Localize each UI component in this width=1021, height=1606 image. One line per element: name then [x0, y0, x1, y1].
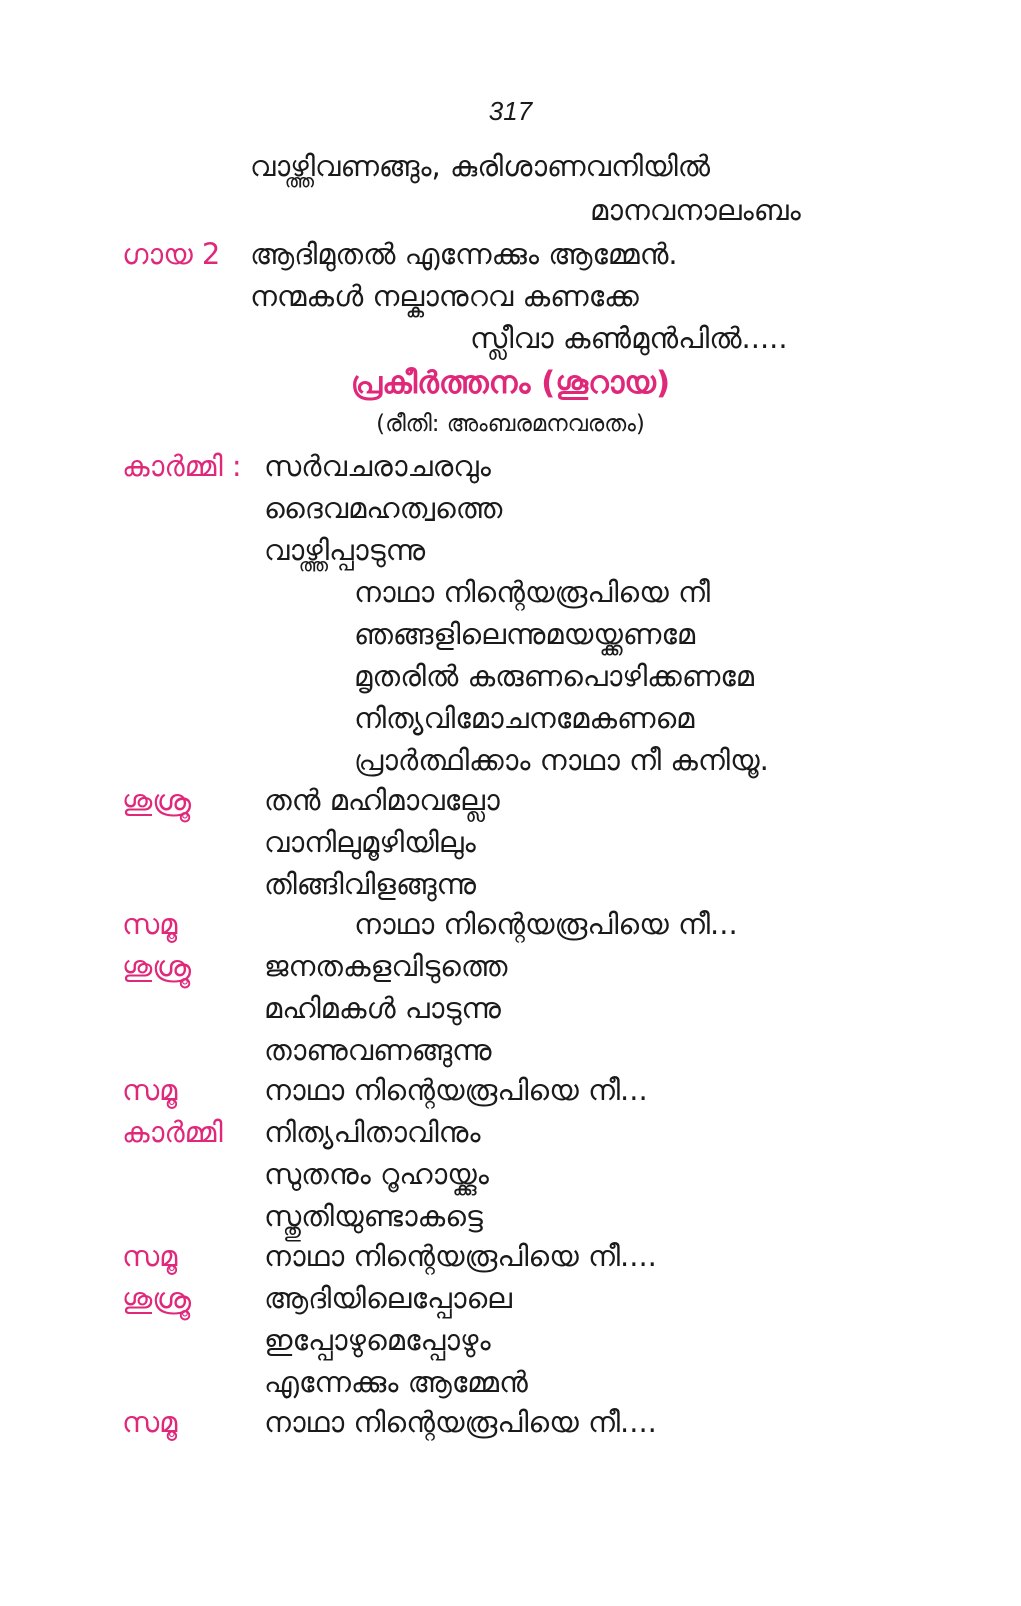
verse-line: എന്നേക്കും ആമ്മേൻ — [264, 1365, 528, 1399]
page-number: 317 — [488, 96, 533, 126]
intro-line-3: ആദിമുതൽ എന്നേക്കും ആമ്മേൻ. — [250, 237, 678, 271]
verse-line: ദൈവമഹത്വത്തെ — [264, 491, 503, 525]
speaker-label: സമൂ — [122, 1073, 178, 1107]
speaker-label: കാർമ്മി — [122, 1115, 223, 1149]
verse-line: ഇപ്പോഴുമെപ്പോഴും — [264, 1323, 491, 1357]
speaker-label: ശുശ്രൂ — [122, 783, 192, 817]
refrain-line: മൃതരിൽ കരുണപൊഴിക്കണമേ — [354, 659, 754, 693]
intro-line-2: മാനവനാലംബം — [590, 193, 801, 227]
verse-line: ജനതകളവിടുത്തെ — [264, 949, 508, 983]
intro-line-4: നന്മകൾ നല്കാനുറവ കണക്കേ — [250, 279, 639, 313]
verse-line: താണുവണങ്ങുന്നു — [264, 1033, 492, 1067]
verse-line: സർവചരാചരവും — [264, 449, 491, 483]
refrain-line: ഞങ്ങളിലെന്നുമയയ്ക്കണമേ — [354, 617, 696, 651]
section-heading: പ്രകീർത്തനം (ശൂറായ) — [350, 365, 671, 401]
verse-line: നിത്യപിതാവിനും — [264, 1115, 481, 1149]
response-line: നാഥാ നിന്റെയരൂപിയെ നീ... — [354, 907, 738, 941]
verse-line: വാനിലുമൂഴിയിലും — [264, 825, 476, 859]
verse-line: തൻ മഹിമാവല്ലോ — [264, 783, 500, 817]
intro-line-1: വാഴ്ത്തിവണങ്ങും, കുരിശാണവനിയിൽ — [250, 149, 711, 183]
speaker-label: സമൂ — [122, 907, 178, 941]
speaker-label: ശുശ്രൂ — [122, 1281, 192, 1315]
verse-line: മഹിമകൾ പാടുന്നു — [264, 991, 501, 1025]
speaker-label: കാർമ്മി : — [122, 449, 242, 483]
speaker-label: സമൂ — [122, 1405, 178, 1439]
speaker-label: സമൂ — [122, 1239, 178, 1273]
verse-line: തിങ്ങിവിളങ്ങുന്നു — [264, 867, 476, 901]
verse-line: വാഴ്ത്തിപ്പാടുന്നു — [264, 533, 426, 567]
intro-line-5: സ്ലീവാ കൺമുൻപിൽ..... — [470, 321, 788, 355]
section-subheading: (രീതി: അംബരമനവരതം) — [376, 411, 645, 437]
response-line: നാഥാ നിന്റെയരൂപിയെ നീ... — [264, 1073, 648, 1107]
verse-line: സ്തുതിയുണ്ടാകട്ടെ — [264, 1199, 483, 1233]
refrain-line: നാഥാ നിന്റെയരൂപിയെ നീ — [354, 575, 711, 609]
speaker-label: ഗായ 2 — [122, 237, 221, 271]
verse-line: സുതനും റൂഹായ്ക്കും — [264, 1157, 489, 1191]
response-line: നാഥാ നിന്റെയരൂപിയെ നീ.... — [264, 1405, 657, 1439]
verse-line: ആദിയിലെപ്പോലെ — [264, 1281, 512, 1315]
response-line: നാഥാ നിന്റെയരൂപിയെ നീ.... — [264, 1239, 657, 1273]
speaker-label: ശുശ്രൂ — [122, 949, 192, 983]
refrain-line: പ്രാർത്ഥിക്കാം നാഥാ നീ കനിയൂ. — [354, 743, 769, 777]
refrain-line: നിത്യവിമോചനമേകണമെ — [354, 701, 695, 735]
